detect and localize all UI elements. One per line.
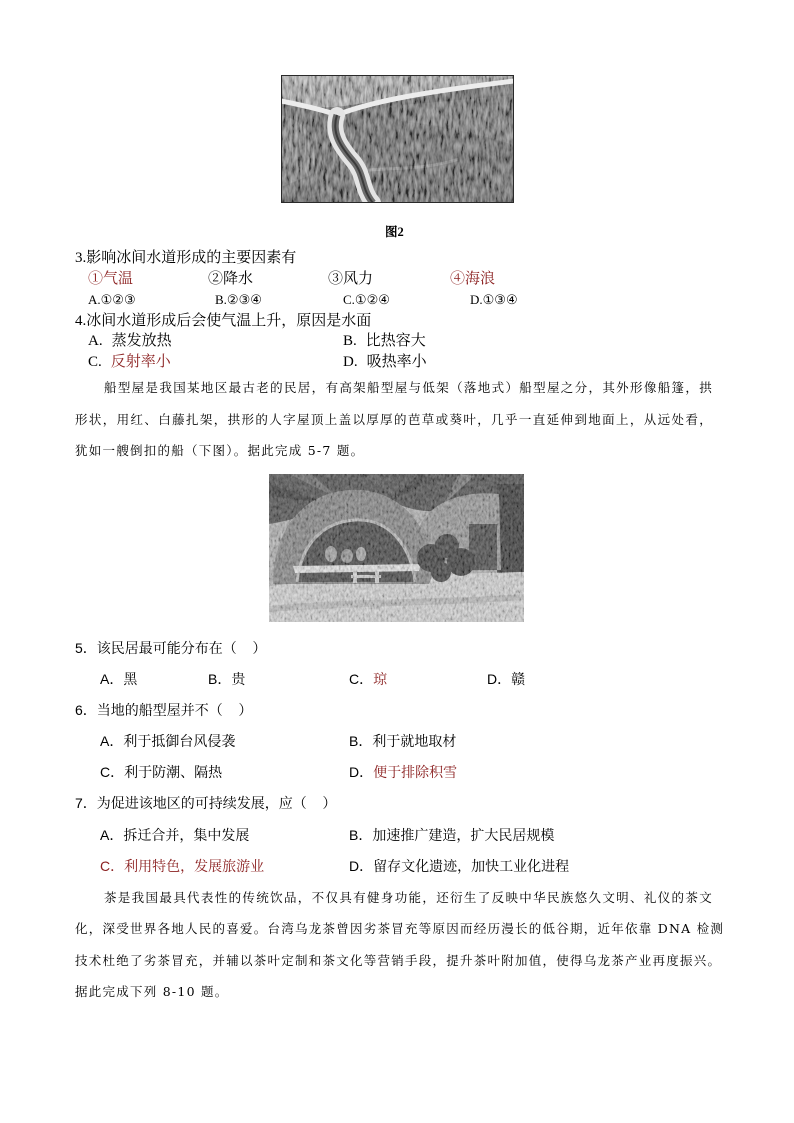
question-7-option-d — [349, 856, 569, 876]
option-text: 加速推广建造，扩大民居规模 — [372, 827, 555, 843]
option-text: 便于排除积雪 — [373, 764, 458, 780]
passage-8-10-line: 技术杜绝了劣茶冒充，并辅以茶叶定制和茶文化等营销手段，提升茶叶附加值，使得乌龙茶产业再度振兴。 — [75, 953, 722, 968]
option-text: 利于抵御台风侵袭 — [123, 733, 236, 749]
question-6-option-d — [349, 762, 457, 782]
question-3-factor-3: ③风力 — [328, 271, 374, 287]
question-6-stem: 6．当地的船型屋并不（ ） — [75, 702, 253, 718]
question-5-option-b — [208, 669, 245, 689]
question-3-factor-2: ②降水 — [208, 271, 254, 287]
option-letter: D． — [349, 858, 374, 874]
question-3-option-d: D.①③④ — [470, 292, 518, 307]
question-6-option-b — [349, 731, 456, 751]
question-5-option-a — [100, 669, 137, 689]
ice-surface — [281, 75, 514, 203]
question-7-option-b — [349, 825, 554, 845]
option-text: 利用特色，发展旅游业 — [124, 858, 265, 874]
option-text: 黑 — [123, 671, 138, 687]
question-4-stem: 4.冰间水道形成后会使气温上升，原因是水面 — [75, 313, 372, 329]
question-3-option-b: B.②③④ — [215, 292, 262, 307]
figure-caption: 图2 — [385, 225, 404, 239]
question-3-option-a: A.①②③ — [88, 292, 136, 307]
option-letter: A． — [100, 827, 124, 843]
option-letter: D. — [343, 354, 358, 370]
question-5-option-c — [349, 669, 387, 689]
question-7-option-c — [100, 856, 264, 876]
option-text: 反射率小 — [110, 354, 171, 370]
question-4-option-d — [343, 352, 427, 372]
question-3-stem: 3.影响冰间水道形成的主要因素有 — [75, 250, 297, 266]
option-letter: C． — [100, 764, 125, 780]
boat-house-photo — [269, 474, 524, 622]
question-3-option-c: C.①②④ — [343, 292, 390, 307]
option-letter: D． — [349, 764, 374, 780]
option-letter: C. — [88, 354, 102, 370]
option-text: 利于就地取材 — [372, 733, 457, 749]
option-text: 琼 — [373, 671, 388, 687]
option-letter: A． — [100, 733, 124, 749]
option-letter: A． — [100, 671, 124, 687]
option-letter: A. — [88, 333, 103, 349]
question-6-option-a — [100, 731, 235, 751]
question-5-stem: 5．该民居最可能分布在（ ） — [75, 640, 267, 656]
option-text: 赣 — [511, 671, 526, 687]
ice-channel-aerial-photo — [281, 75, 514, 203]
option-text: 比热容大 — [365, 333, 426, 349]
option-text: 留存文化遗迹，加快工业化进程 — [373, 858, 570, 874]
question-4-option-a — [88, 331, 172, 351]
passage-5-7-line: 船型屋是我国某地区最古老的民居，有高架船型屋与低架（落地式）船型屋之分，其外形像船篷，拱 — [104, 380, 713, 395]
option-letter: B． — [349, 733, 373, 749]
option-text: 蒸发放热 — [111, 333, 172, 349]
question-5-option-d — [487, 669, 525, 689]
question-4-option-c — [88, 352, 171, 372]
passage-8-10-line: 化，深受世界各地人民的喜爱。台湾乌龙茶曾因劣茶冒充等原因而经历漫长的低谷期，近年依靠 DNA 检测 — [75, 921, 725, 936]
option-text: 利于防潮、隔热 — [124, 764, 223, 780]
option-letter: C． — [349, 671, 374, 687]
option-letter: B． — [349, 827, 373, 843]
option-letter: B. — [343, 333, 357, 349]
passage-8-10-line: 据此完成下列 8-10 题。 — [75, 984, 229, 999]
question-3-factor-1: ①气温 — [88, 271, 134, 287]
question-7-stem: 7．为促进该地区的可持续发展，应（ ） — [75, 795, 337, 811]
passage-5-7-line: 形状，用红、白藤扎架，拱形的人字屋顶上盖以厚厚的芭草或葵叶，几乎一直延伸到地面上，从远处看， — [75, 412, 713, 427]
passage-5-7-line: 犹如一艘倒扣的船（下图）。据此完成 5-7 题。 — [75, 443, 365, 458]
option-text: 贵 — [231, 671, 246, 687]
option-text: 吸热率小 — [366, 354, 427, 370]
question-4-option-b — [343, 331, 426, 351]
option-letter: C． — [100, 858, 125, 874]
question-6-option-c — [100, 762, 222, 782]
question-3-factor-4: ④海浪 — [450, 271, 496, 287]
option-letter: B． — [208, 671, 232, 687]
passage-8-10-line: 茶是我国最具代表性的传统饮品，不仅具有健身功能，还衍生了反映中华民族悠久文明、礼仪的茶文 — [104, 890, 713, 905]
question-7-option-a — [100, 825, 249, 845]
option-letter: D． — [487, 671, 512, 687]
option-text: 拆迁合并，集中发展 — [123, 827, 250, 843]
